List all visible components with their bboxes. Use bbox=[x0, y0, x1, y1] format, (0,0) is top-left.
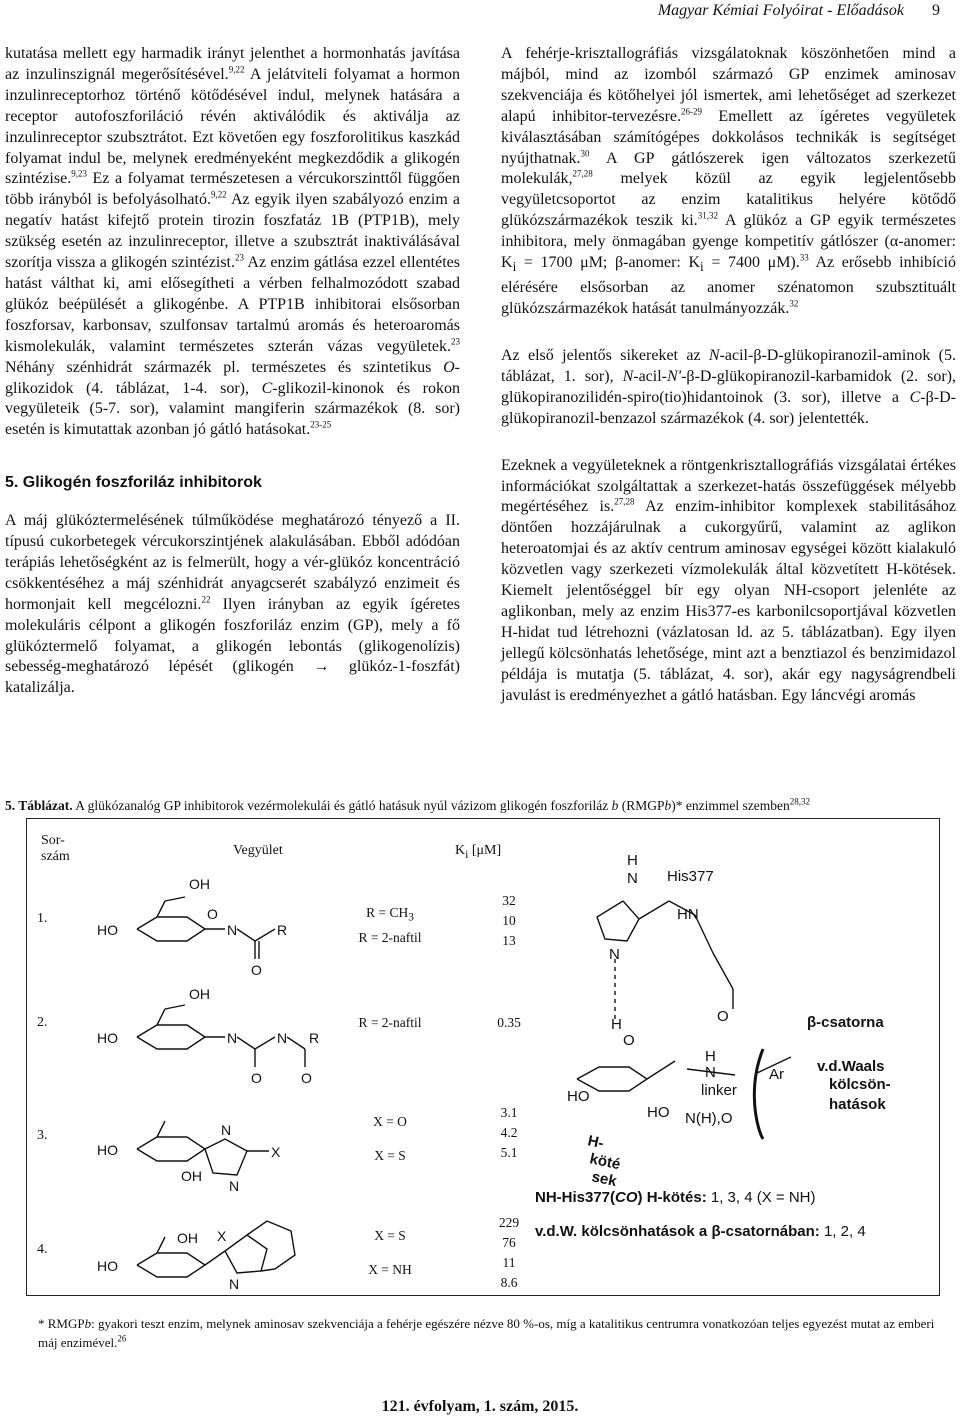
row2-ki-values: 0.35 bbox=[497, 1015, 521, 1030]
struct-label: HO bbox=[97, 1258, 118, 1274]
struct-label: O bbox=[251, 1070, 262, 1086]
right-paragraph-2: Az első jelentős sikereket az N-acil-β-D-glükopiranozil-aminok (5. táblázat, 1. sor), N-acil-N'-β-D-glükopiranozil-karbamidok (2. sor), glükopiranozilidén-spiro(tio)hidantoinok (3. sor), illetve a C-β-D-glükopiranozil-benzazol származékok (4. sor) jelentették. bbox=[501, 346, 957, 427]
struct-label: R bbox=[277, 922, 288, 938]
hbond-label: köté bbox=[588, 1150, 622, 1174]
struct-label: N bbox=[277, 1030, 288, 1046]
scheme-label: HO bbox=[567, 1088, 590, 1105]
beta-channel-label: β-csatorna bbox=[807, 1014, 884, 1031]
scheme-label: HN bbox=[677, 906, 699, 923]
vdw-label: v.d.Waals bbox=[817, 1058, 885, 1075]
struct-label: HO bbox=[97, 922, 118, 938]
row1-conditions: $R = CH_3$ R = 2-naftil bbox=[358, 905, 422, 945]
scheme-summary-1: NH-His377(CO) H-kötés: 1, 3, 4 (X = NH) bbox=[535, 1189, 816, 1206]
right-column bbox=[501, 44, 956, 706]
journal-title: Magyar Kémiai Folyóirat - Előadások bbox=[657, 2, 904, 19]
struct-label: N bbox=[227, 922, 238, 938]
right-paragraph-3: Ezeknek a vegyületeknek a röntgenkrisztallográfiás vizsgálatai értékes információkat szolgáltattak a szerkezet-hatás összefüggések mélyebb megértéséhez is.$^{27,28}$ Az enzim-inhibitor komplexek stabilitásához döntően hozzájárulnak a cukorgyűrű, valamint az aglikon heteroatomjai és az aktív centrum aminosav egységei között kialakuló közvetlen vagy szerkezeti vízmolekulák által közvetített H-kötések. Kiemelt jelentőséggel bír egy olyan NH-csoport jelenléte az aglikonban, mely az enzim His377-es karbonilcsoportjával közvetlen H-hidat tud létrehozni (vázlatosan ld. az 5. táblázatban). Egy ilyen jellegű kölcsönhatás lehetősége, mint azt a benztiazol és benzimidazol példája is mutatja (5. táblázat, 4. sor), akár egy nagyságrendbeli javulást is eredményezhet a gátló hatásban. Egy láncvégi aromás bbox=[501, 456, 956, 704]
scheme-label: Ar bbox=[769, 1066, 784, 1083]
page-footer: 121. évfolyam, 1. szám, 2015. bbox=[381, 1398, 579, 1415]
scheme-label: His377 bbox=[667, 868, 714, 885]
struct-label: HO bbox=[97, 1030, 118, 1046]
header-vegyulet: Vegyület bbox=[233, 843, 283, 858]
scheme-label: linker bbox=[701, 1082, 737, 1099]
row-number: 1. bbox=[37, 911, 48, 926]
scheme-summary-2: v.d.W. kölcsönhatások a β-csatornában: 1, 2, 4 bbox=[535, 1223, 866, 1240]
right-paragraph-1: A fehérje-krisztallográfiás vizsgálatoknak köszönhetően mind a májból, mind az izomból származó GP enzimek aminosav szekvenciája és kötőhelyei jól ismertek, ami lehetőséget ad szerkezet alapú inhibitor-tervezésre.$^{26-29}$ Emellett az ígéretes vegyületek kiválasztásában számítógépes dokkolásos technikák is segítséget nyújthatnak.$^{30}$ A GP gátlószerek igen változatos szerkezetű molekulák,$^{27,28}$ melyek közül az egyik legjelentősebb vegyületcsoportot az enzim katalitikus helyére kötődő glükózszármazékok teszik ki.$^{31,32}$ A glükóz a GP egyik természetes inhibitora, mely önmagában gyenge kompetitív gátlószer (α-anomer: $K_i = 1700$ μM; β-anomer: $K_i = 7400$ μM).$^{33}$ Az erősebb inhibíció elérésére elsősorban az anomer szénatomon szubsztituált glükózszármazékok hatását tanulmányozzák.$^{32}$ bbox=[501, 45, 957, 318]
scheme-label: N bbox=[627, 870, 638, 887]
hbond-label: H- bbox=[586, 1132, 606, 1153]
struct-label: N bbox=[221, 1122, 232, 1138]
scheme-label: H bbox=[627, 852, 638, 869]
header-ki: $K_i$ [μM] bbox=[455, 843, 502, 861]
struct-label: OH bbox=[189, 986, 210, 1002]
row3-conditions: X = O X = S bbox=[373, 1114, 407, 1163]
struct-label: N bbox=[229, 1276, 240, 1289]
vdw-label: kölcsön- bbox=[829, 1076, 891, 1093]
structure-drawings bbox=[97, 859, 337, 1289]
scheme-label: O bbox=[717, 1008, 729, 1025]
row2-conditions: R = 2-naftil bbox=[358, 1015, 422, 1030]
struct-label: N bbox=[229, 1178, 240, 1194]
struct-label: OH bbox=[189, 876, 210, 892]
scheme-label: N(H),O bbox=[685, 1110, 733, 1127]
struct-label: O bbox=[301, 1070, 312, 1086]
struct-label: X bbox=[271, 1144, 281, 1160]
row4-conditions: X = S X = NH bbox=[368, 1228, 412, 1277]
footnote: * RMGPb: gyakori teszt enzim, melynek aminosav szekvenciája a fehérje egészére nézve 80 %-os, míg a katalitikus centrumra vonatkozóan teljes egyezést mutat az emberi máj enzimével.$^{26}$ bbox=[38, 1316, 935, 1350]
section-heading: 5. Glikogén foszforiláz inhibitorok bbox=[5, 474, 262, 492]
left-paragraph-1: kutatása mellett egy harmadik irányt jelenthet a hormonhatás javítása az inzulinszignál megerősítésével.$^{9,22}$ A jelátviteli folyamat a hormon inzulinreceptorhoz történő kötődésével indul, melynek hatására a receptor autofoszforiláció révén aktiválódik és aktiválja az inzulinreceptor szubsztrátot. Ezt követően egy foszforolitikus kaszkád folyamat indul be, melynek eredményeként megkezdődik a glikogén szintézise.$^{9,23}$ Ez a folyamat természetesen a vércukorszinttől függően több irányból is befolyásolható.$^{9,22}$ Az egyik ilyen szabályozó enzim a negatív hatást kifejtő protein tirozin foszfatáz 1B (PTP1B), mely szükség esetén az inzulinreceptor, illetve a szubsztrát inaktiválásával szorítja vissza a glikogén szintézist.$^{23}$ Az enzim gátlása ezzel ellentétes hatást válthat ki, ami elősegítheti a vérben felhalmozódott szabad glükóz beépülését a glikogénbe. A PTP1B inhibitorai elsősorban foszforsav, karbonsav, szulfonsav tartalmú aromás és heteroaromás kismolekulák, valamint természetes szterán vázas vegyületek.$^{23}$ Néhány szénhidrát származék pl. természetes és szintetikus O-glikozidok (4. táblázat, 1-4. sor), C-glikozil-kinonok és rokon vegyületeik (5-7. sor), valamint mangiferin származékok (8. sor) esetén is kimutattak azonban jó gátló hatásokat.$^{23-25}$ bbox=[5, 45, 461, 439]
scheme-label: HO bbox=[647, 1104, 670, 1121]
scheme-label: N bbox=[609, 946, 620, 963]
row1-ki-values: 32 10 13 bbox=[502, 893, 516, 948]
table-caption: 5. Táblázat. A glükózanalóg GP inhibitorok vezérmolekulái és gátló hatásuk nyúl vázizom glikogén foszforiláz b (RMGPb)* enzimmel szemben$^{28,32}$ bbox=[5, 796, 810, 813]
running-head bbox=[300, 2, 940, 20]
struct-label: R bbox=[309, 1030, 320, 1046]
struct-label: OH bbox=[177, 1230, 198, 1246]
row3-ki-values: 3.1 4.2 5.1 bbox=[500, 1105, 518, 1160]
row4-ki-values: 229 76 11 8.6 bbox=[498, 1215, 520, 1290]
scheme-label: H bbox=[705, 1048, 716, 1065]
vdw-label: hatások bbox=[829, 1096, 886, 1113]
scheme-label: O bbox=[623, 1032, 635, 1049]
row-number: 4. bbox=[37, 1242, 48, 1257]
struct-label: OH bbox=[181, 1168, 202, 1184]
header-sorszam: Sor- szám bbox=[41, 833, 70, 864]
hbond-label: sek bbox=[590, 1168, 619, 1191]
left-column bbox=[5, 44, 460, 699]
struct-label: HO bbox=[97, 1142, 118, 1158]
inhibitor-table bbox=[26, 818, 940, 1296]
left-paragraph-2: A máj glükóztermelésének túlműködése meghatározó tényező a II. típusú cukorbetegek vércukorszintjének alakulásában. Ebből adódóan terápiás lehetőségként az is felmerült, hogy a vér-glükóz koncentráció csökkentéséhez a máj szénhidrát anyagcserét szabályzó enzimeit és hormonjait kell megcélozni.$^{22}$ Ilyen irányban az egyik ígéretes molekuláris célpont a glikogén foszforiláz enzim (GP), mely a fő glükóztermelő folyamat, a glikogén lebontás (glikogenolízis) sebesség-meghatározó lépését (glikogén → glükóz-1-foszfát) katalizálja. bbox=[5, 512, 460, 697]
page-number: 9 bbox=[932, 2, 940, 19]
struct-label: X bbox=[217, 1228, 227, 1244]
struct-label: O bbox=[251, 962, 262, 978]
struct-label: N bbox=[227, 1030, 238, 1046]
row-number: 2. bbox=[37, 1015, 48, 1030]
row-number: 3. bbox=[37, 1128, 48, 1143]
scheme-label: H bbox=[611, 1016, 622, 1033]
struct-label: O bbox=[207, 906, 218, 922]
binding-scheme bbox=[527, 849, 937, 1209]
scheme-label: N bbox=[705, 1064, 716, 1081]
